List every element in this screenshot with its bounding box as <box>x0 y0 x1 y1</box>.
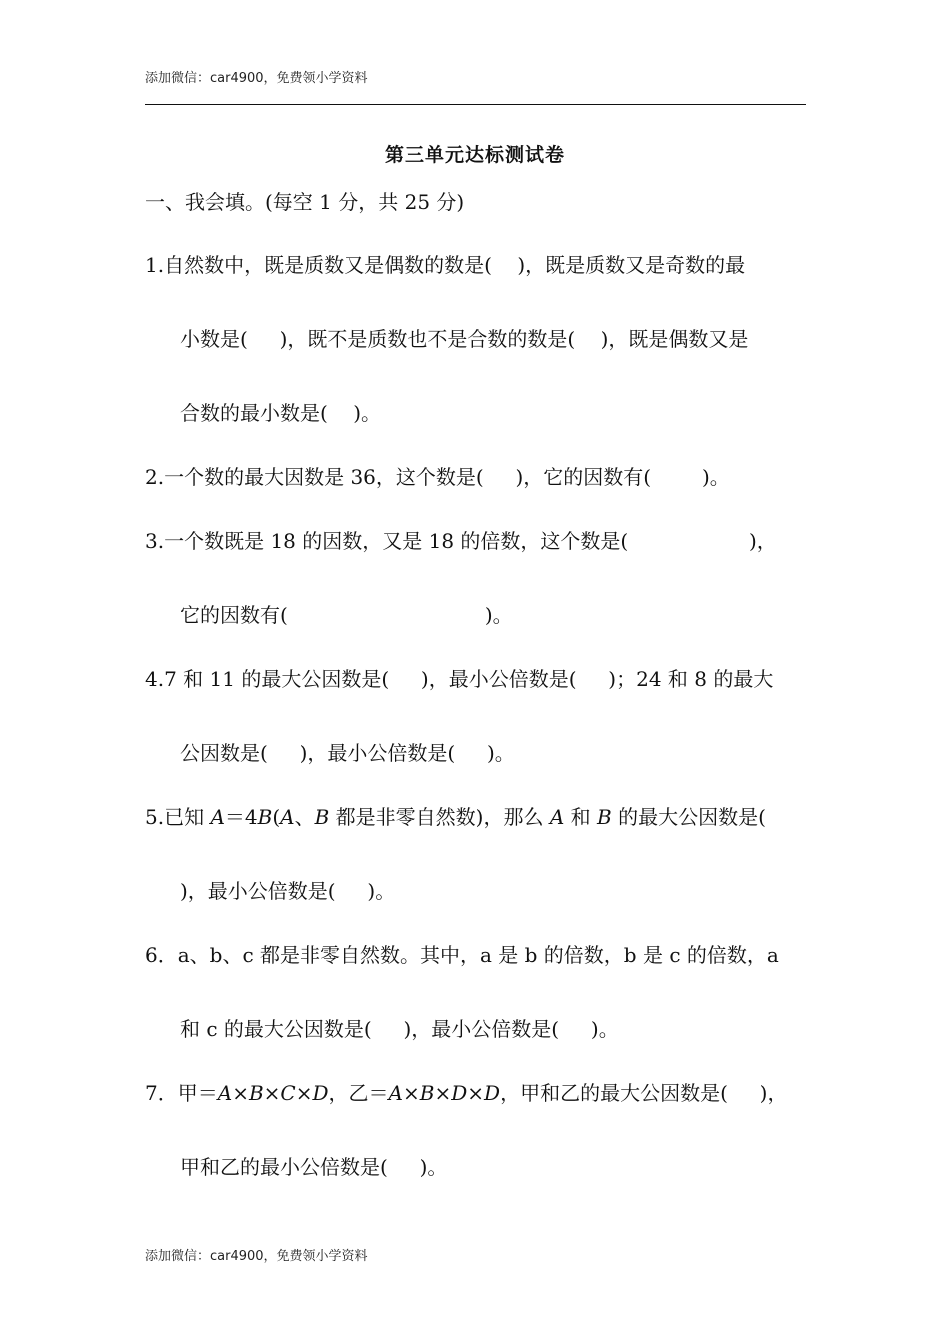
q7-text: × <box>467 1081 485 1105</box>
q5-var-b: B <box>257 805 273 829</box>
q7-var: D <box>451 1081 468 1105</box>
question-7-line-2: 甲和乙的最小公倍数是( )。 <box>180 1155 448 1179</box>
q5-text: 的最大公因数是( <box>611 805 766 829</box>
q7-var: B <box>248 1081 264 1105</box>
q5-text: ＝4 <box>224 805 258 829</box>
q5-text: 都是非零自然数)，那么 <box>329 805 550 829</box>
q7-var: A <box>388 1081 403 1105</box>
question-6-line-1: 6．a、b、c 都是非零自然数。其中，a 是 b 的倍数，b 是 c 的倍数，a <box>145 943 779 967</box>
q7-text: 7．甲＝ <box>145 1081 218 1105</box>
page-footer-note: 添加微信：car4900，免费领小学资料 <box>145 1249 368 1264</box>
question-1-line-1: 1.自然数中，既是质数又是偶数的数是( )，既是质数又是奇数的最 <box>145 253 746 277</box>
q5-text: 和 <box>564 805 598 829</box>
question-6-line-2: 和 c 的最大公因数是( )，最小公倍数是( )。 <box>180 1017 619 1041</box>
question-1-line-3: 合数的最小数是( )。 <box>180 401 382 425</box>
q5-text: ( <box>272 805 281 829</box>
q7-text: ，甲和乙的最大公因数是( )， <box>500 1081 788 1105</box>
q7-var: B <box>419 1081 435 1105</box>
q7-text: × <box>434 1081 452 1105</box>
question-4-line-2: 公因数是( )，最小公倍数是( )。 <box>180 741 515 765</box>
question-2-line-1: 2.一个数的最大因数是 36，这个数是( )，它的因数有( )。 <box>145 465 730 489</box>
q5-var-a: A <box>210 805 225 829</box>
q5-var-b: B <box>314 805 330 829</box>
q7-var: C <box>280 1081 296 1105</box>
question-7-line-1 <box>145 1079 788 1107</box>
question-5-line-1 <box>145 803 766 831</box>
q7-text: ，乙＝ <box>328 1081 389 1105</box>
q7-text: × <box>263 1081 281 1105</box>
q5-text: 5.已知 <box>145 805 211 829</box>
q7-text: × <box>295 1081 313 1105</box>
q7-var: A <box>217 1081 233 1105</box>
q5-var-b: B <box>597 805 612 829</box>
q5-var-a: A <box>549 805 565 829</box>
header-divider <box>145 104 806 105</box>
question-3-line-2: 它的因数有( )。 <box>180 603 513 627</box>
section-heading: 一、我会填。(每空 1 分，共 25 分) <box>145 190 465 214</box>
q7-var: D <box>312 1081 329 1105</box>
question-3-line-1: 3.一个数既是 18 的因数，又是 18 的倍数，这个数是( )， <box>145 529 777 553</box>
page-title: 第三单元达标测试卷 <box>384 144 565 166</box>
q7-text: × <box>232 1081 249 1105</box>
q7-text: × <box>403 1081 420 1105</box>
page-header-note: 添加微信：car4900，免费领小学资料 <box>145 71 368 86</box>
question-1-line-2: 小数是( )，既不是质数也不是合数的数是( )，既是偶数又是 <box>180 327 749 351</box>
q5-var-a: A <box>280 805 295 829</box>
q5-text: 、 <box>294 805 315 829</box>
question-5-line-2: )，最小公倍数是( )。 <box>180 879 396 903</box>
question-4-line-1: 4.7 和 11 的最大公因数是( )，最小公倍数是( )；24 和 8 的最大 <box>145 667 774 691</box>
q7-var: D <box>484 1081 501 1105</box>
